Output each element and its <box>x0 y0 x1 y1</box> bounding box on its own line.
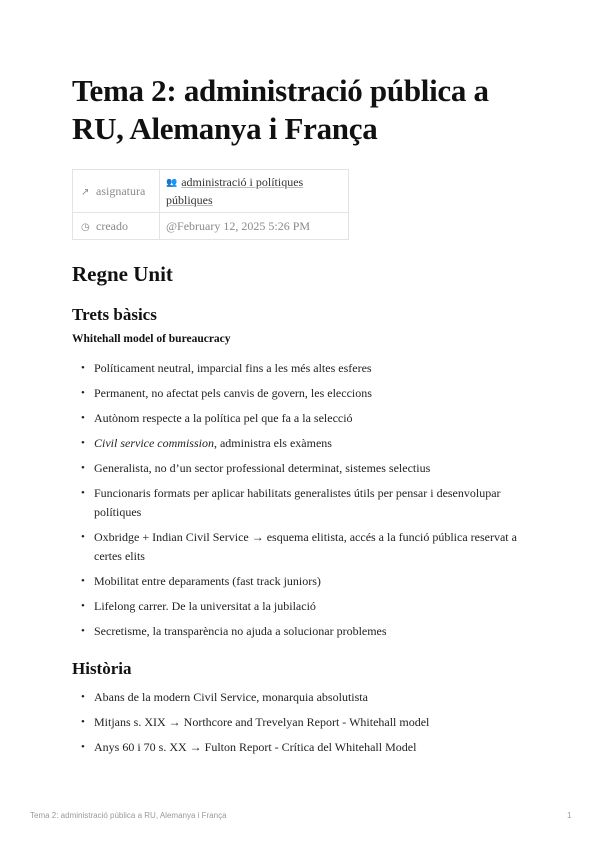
bullet-icon: • <box>81 387 85 399</box>
list-item: • Secretisme, la transparència no ajuda a solucionar problemes <box>72 622 528 641</box>
property-row-asignatura <box>73 170 349 213</box>
subsection-heading-historia: Història <box>72 659 132 678</box>
bullet-icon: • <box>81 462 85 474</box>
list-item: • Autònom respecte a la política pel que fa a la selecció <box>72 409 528 428</box>
property-key-cell <box>73 170 160 213</box>
property-row-creado <box>73 213 349 240</box>
subsection-heading-trets: Trets bàsics <box>72 305 157 324</box>
page-title: Tema 2: administració pública a RU, Alemanya i França <box>72 73 489 146</box>
list-item: • Oxbridge + Indian Civil Service → esquema elitista, accés a la funció pública reservat a certes elits <box>81 530 517 563</box>
page-footer: Tema 2: administració pública a RU, Alemanya i França <box>30 811 227 820</box>
arrow-up-right-icon: ↗ <box>81 186 90 198</box>
people-icon: 👥 <box>166 178 178 188</box>
bullet-icon: • <box>81 531 85 543</box>
list-item: • Permanent, no afectat pels canvis de govern, les eleccions <box>72 384 528 403</box>
list-item: • Funcionaris formats per aplicar habilitats generalistes útils per pensar i desenvolupar polítiques <box>81 486 501 519</box>
page-number: 1 <box>567 811 572 820</box>
bullet-icon: • <box>81 437 85 449</box>
bullet-icon: • <box>81 600 85 612</box>
list-item: • Mitjans s. XIX → Northcore and Trevelyan Report - Whitehall model <box>72 713 528 732</box>
bullet-icon: • <box>81 716 85 728</box>
bullet-icon: • <box>81 625 85 637</box>
properties-table <box>72 169 349 240</box>
trets-list <box>72 359 528 647</box>
bullet-icon: • <box>81 691 85 703</box>
whitehall-subheading: Whitehall model of bureaucracy <box>72 333 231 345</box>
list-item: • Generalista, no d’un sector professional determinat, sistemes selectius <box>72 459 528 478</box>
bullet-icon: • <box>81 487 85 499</box>
list-item: • Lifelong carrer. De la universitat a la jubilació <box>72 597 528 616</box>
asignatura-link[interactable]: administració i polítiques públiques <box>166 175 304 207</box>
bullet-icon: • <box>81 575 85 587</box>
property-key-asignatura: asignatura <box>96 183 146 198</box>
bullet-icon: • <box>81 362 85 374</box>
property-key-creado: creado <box>96 218 128 233</box>
bullet-icon: • <box>81 412 85 424</box>
clock-icon: ◷ <box>81 221 90 233</box>
civil-service-commission-term: Civil service commission <box>94 436 214 450</box>
historia-list <box>72 688 528 763</box>
property-value-cell <box>160 170 349 213</box>
section-heading-regne-unit: Regne Unit <box>72 262 173 286</box>
created-date: @February 12, 2025 5:26 PM <box>166 218 311 233</box>
property-key-cell <box>73 213 160 240</box>
list-item: • Civil service commission, administra els exàmens <box>72 434 528 453</box>
list-item: • Anys 60 i 70 s. XX → Fulton Report - Crítica del Whitehall Model <box>72 738 528 757</box>
property-value-cell <box>160 213 349 240</box>
bullet-icon: • <box>81 741 85 753</box>
list-item: • Abans de la modern Civil Service, monarquia absolutista <box>72 688 528 707</box>
list-item: • Políticament neutral, imparcial fins a les més altes esferes <box>72 359 528 378</box>
list-item: • Mobilitat entre deparaments (fast track juniors) <box>72 572 528 591</box>
